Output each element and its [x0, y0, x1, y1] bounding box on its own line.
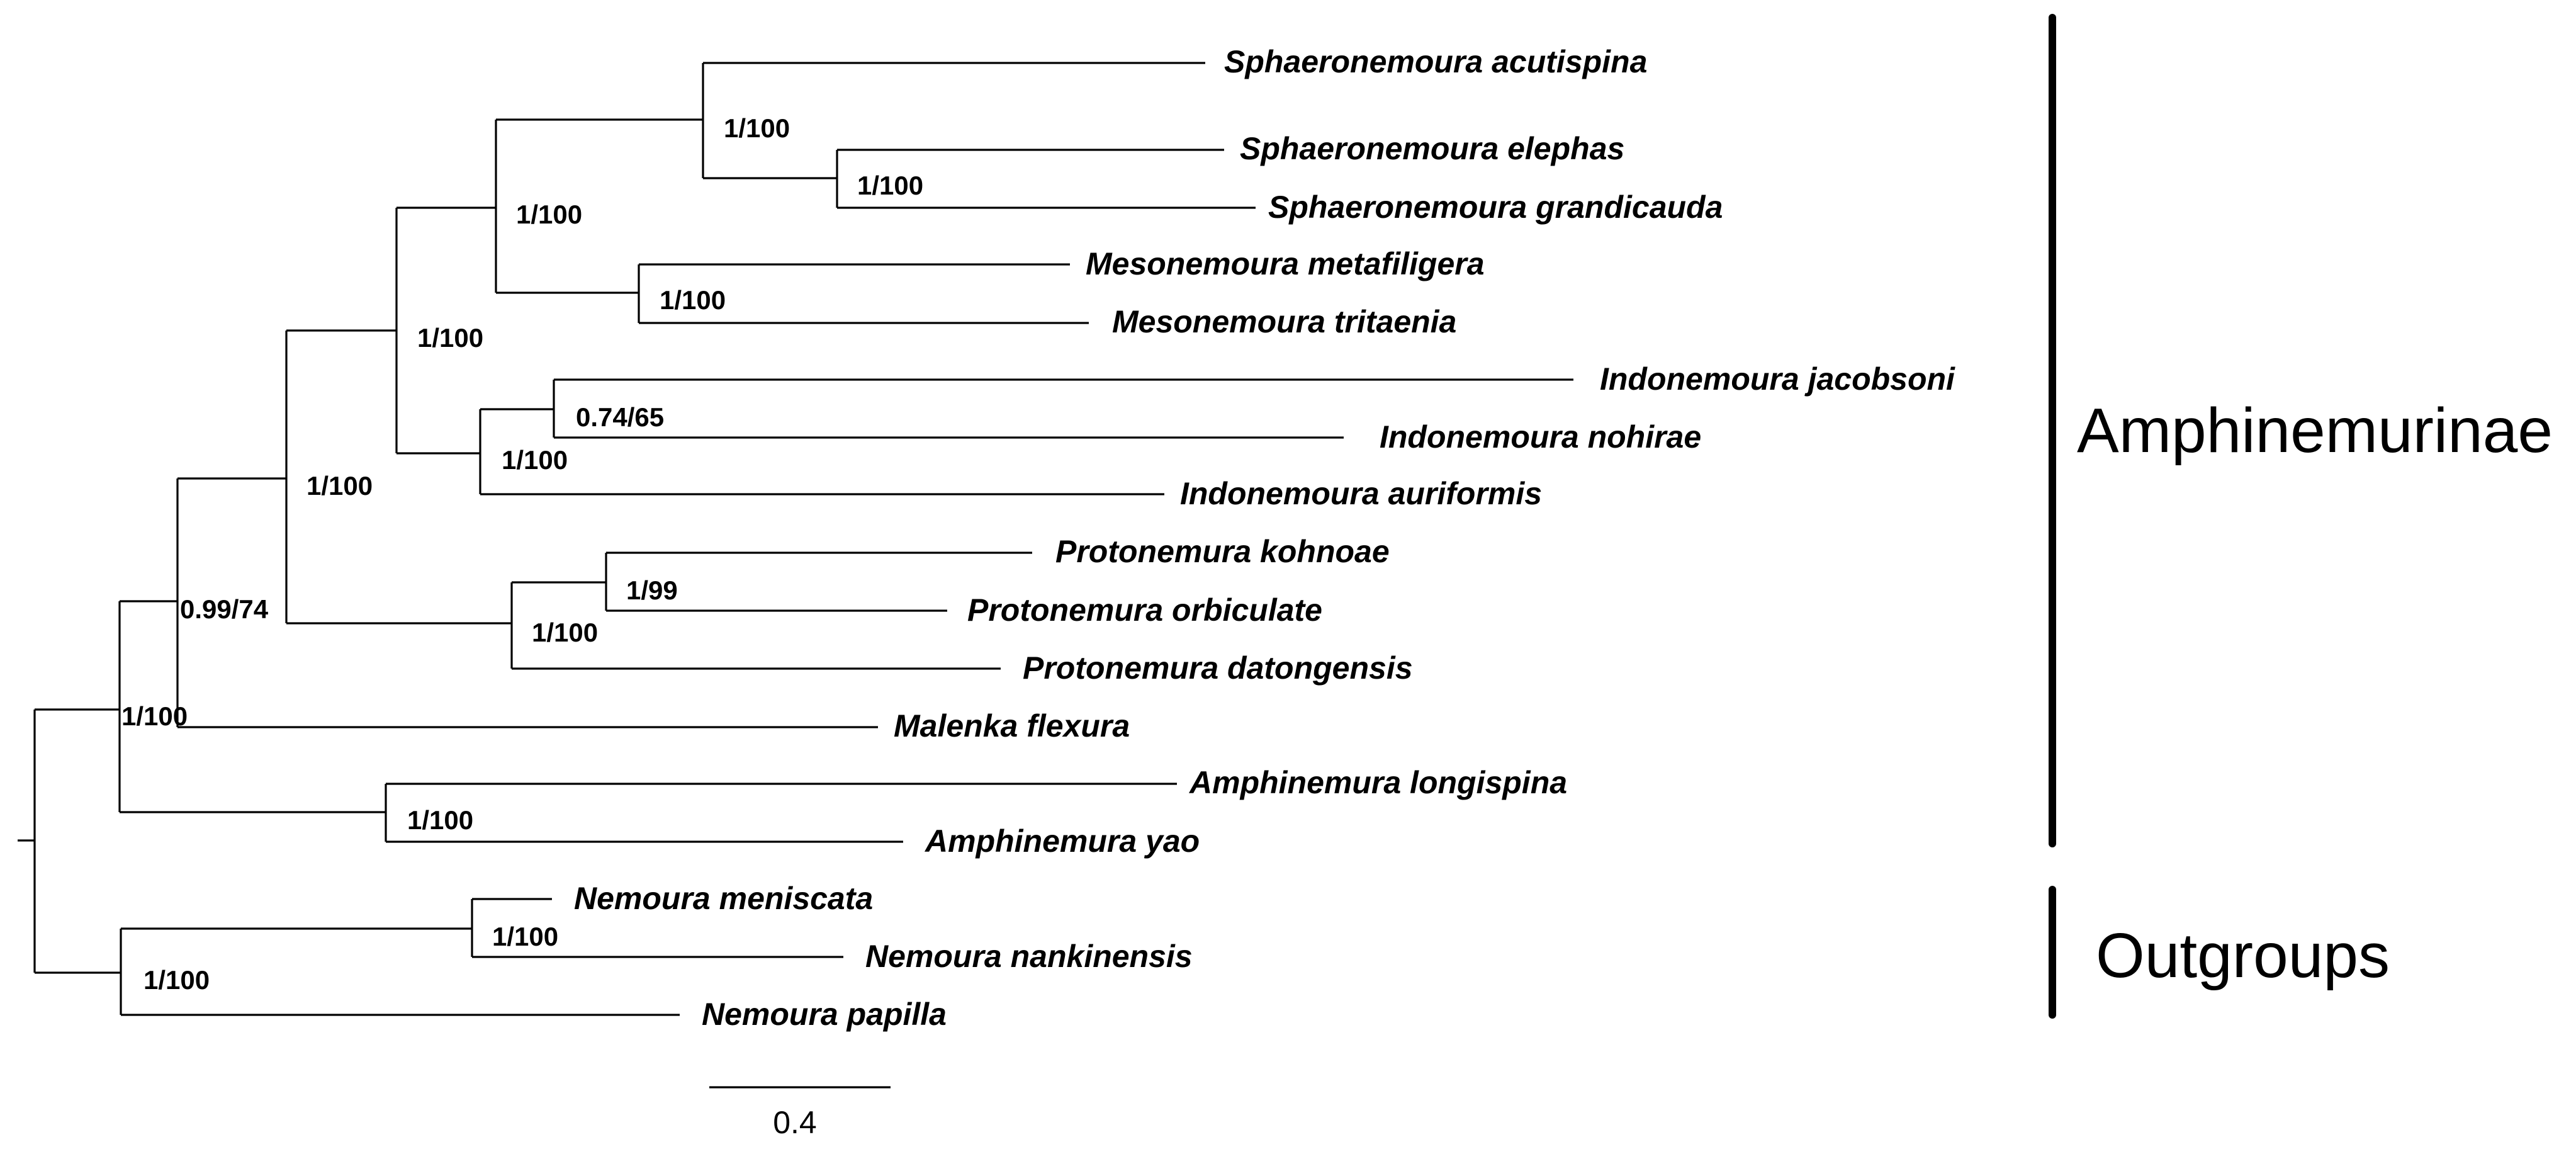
clade-annotations: [2052, 18, 2553, 1015]
support-value: 1/100: [492, 922, 559, 951]
taxon-label: Protonemura orbiculate: [967, 592, 1322, 628]
nemoura-node: [35, 929, 121, 1015]
malenka-clade-node: [120, 478, 177, 727]
support-value: 1/100: [724, 113, 790, 143]
protonemura-node: [286, 582, 512, 669]
scale-bar: [709, 1087, 891, 1140]
support-value: 1/100: [307, 471, 373, 501]
taxon-label: Amphinemura yao: [925, 823, 1200, 859]
support-value: 1/100: [417, 323, 484, 353]
mesonemoura-node: [496, 264, 639, 323]
support-value: 1/100: [143, 965, 210, 995]
taxon-label: Sphaeronemoura grandicauda: [1268, 190, 1723, 225]
taxon-label: Mesonemoura metafiligera: [1086, 246, 1485, 281]
taxon-label: Malenka flexura: [894, 708, 1130, 744]
support-value: 1/100: [121, 701, 188, 731]
taxon-label: Sphaeronemoura acutispina: [1224, 44, 1648, 79]
taxon-label: Mesonemoura tritaenia: [1112, 304, 1457, 339]
taxon-label: Indonemoura auriformis: [1180, 476, 1543, 511]
scale-bar-label: 0.4: [773, 1105, 817, 1140]
nemoura-mn-node: [121, 899, 472, 957]
support-value: 0.99/74: [180, 594, 269, 624]
taxon-labels: [574, 44, 1955, 1032]
outgroup-clade-label: Outgroups: [2096, 920, 2390, 991]
sph-meso-node: [397, 120, 496, 293]
proto-ko-node: [512, 553, 606, 611]
support-value: 1/100: [407, 805, 474, 835]
taxon-label: Sphaeronemoura elephas: [1240, 131, 1625, 166]
sph-meso-indo-node: [286, 208, 397, 453]
support-value: 1/100: [857, 171, 924, 200]
taxon-label: Nemoura nankinensis: [865, 939, 1193, 974]
taxon-label: Nemoura papilla: [702, 997, 947, 1032]
taxon-label: Protonemura datongensis: [1023, 650, 1413, 686]
support-value: 1/100: [532, 618, 599, 647]
ingroup-clade-label: Amphinemurinae: [2077, 395, 2553, 466]
taxon-label: Indonemoura nohirae: [1380, 419, 1702, 455]
support-value: 0.74/65: [576, 402, 665, 432]
sph-el-gr-node: [703, 150, 837, 208]
taxon-label: Protonemura kohnoae: [1055, 534, 1390, 569]
indonemoura-node: [397, 409, 480, 494]
support-value: 1/100: [660, 285, 726, 315]
support-value: 1/100: [516, 200, 583, 229]
amphinemurinae-node: [35, 601, 120, 812]
sphaeronemoura-node: [496, 63, 703, 178]
amphinemura-node: [120, 784, 386, 842]
support-value: 1/99: [626, 575, 678, 605]
taxon-label: Indonemoura jacobsoni: [1600, 361, 1955, 397]
support-values: [121, 113, 923, 995]
taxon-label: Nemoura meniscata: [574, 881, 874, 916]
protonemura-clade-node: [177, 331, 286, 623]
indo-jn-node: [480, 380, 554, 438]
support-value: 1/100: [502, 445, 568, 475]
taxon-label: Amphinemura longispina: [1190, 765, 1568, 800]
